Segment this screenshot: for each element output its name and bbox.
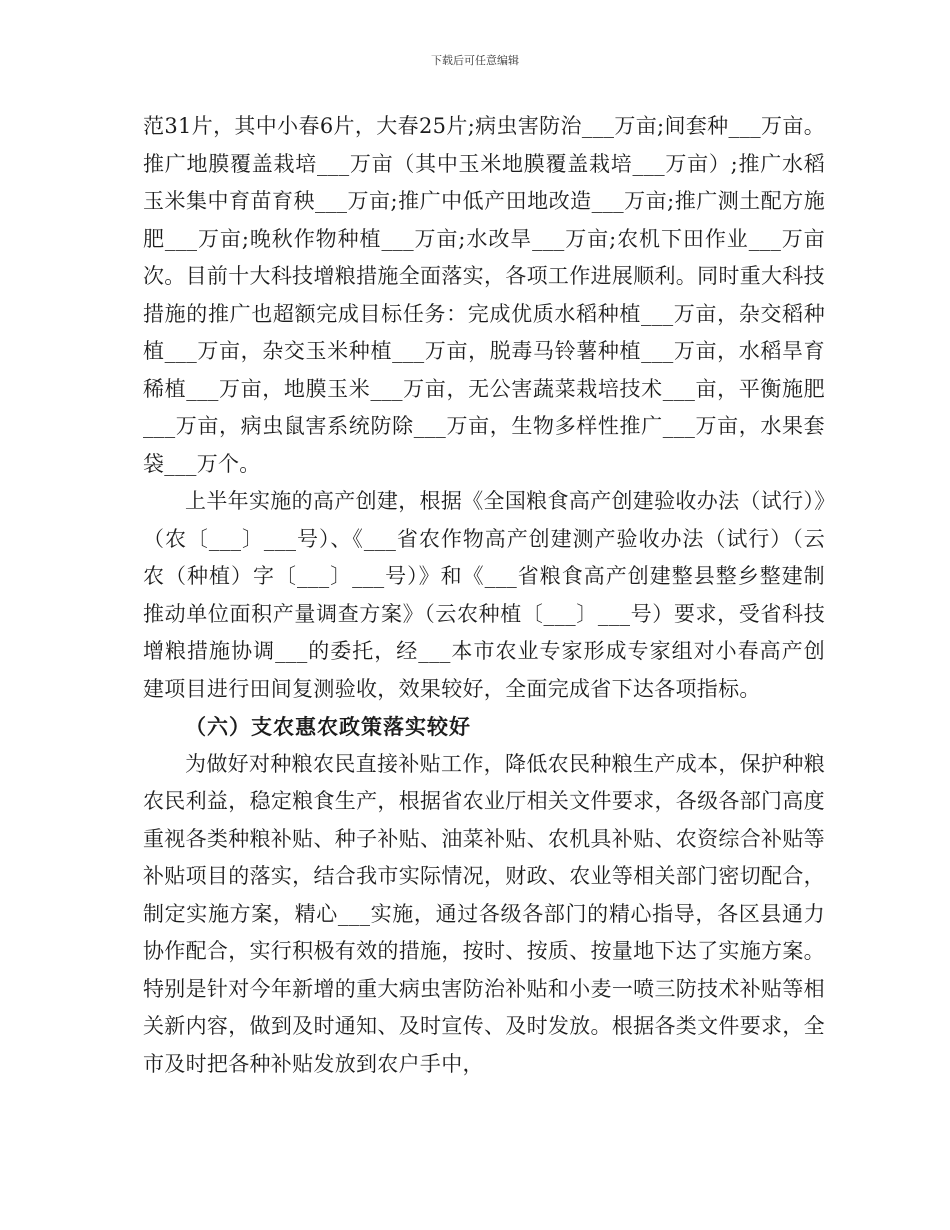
paragraph-crop-technology: 范31片，其中小春6片，大春25片;病虫害防治___万亩;间套种___万亩。推广地膜覆盖栽培___万亩（其中玉米地膜覆盖栽培___万亩）;推广水稻玉米集中育苗育秧___万亩;推广中低产田地改造___万亩;推广测土配方施肥___万亩;晚秋作物种植___万亩;水改旱___万亩;农机下田作业___万亩次。目前十大科技增粮措施全面落实，各项工作进展顺利。同时重大科技措施的推广也超额完成目标任务：完成优质水稻种植___万亩，杂交稻种植___万亩，杂交玉米种植___万亩，脱毒马铃薯种植___万亩，水稻旱育稀植___万亩，地膜玉米___万亩，无公害蔬菜栽培技术___亩，平衡施肥___万亩，病虫鼠害系统防除___万亩，生物多样性推广___万亩，水果套袋___万个。 (143, 114, 825, 476)
document-body (143, 108, 825, 1083)
page-header-note: 下载后可任意编辑 (431, 54, 519, 67)
paragraph-subsidy: 为做好对种粮农民直接补贴工作，降低农民种粮生产成本，保护种粮农民利益，稳定粮食生产，根据省农业厅相关文件要求，各级各部门高度重视各类种粮补贴、种子补贴、油菜补贴、农机具补贴、农资综合补贴等补贴项目的落实，结合我市实际情况，财政、农业等相关部门密切配合，制定实施方案，精心___实施，通过各级各部门的精心指导，各区县通力协作配合，实行积极有效的措施，按时、按质、按量地下达了实施方案。特别是针对今年新增的重大病虫害防治补贴和小麦一喷三防技术补贴等相关新内容，做到及时通知、及时宣传、及时发放。根据各类文件要求，全市及时把各种补贴发放到农户手中， (143, 751, 825, 1076)
paragraph-high-yield: 上半年实施的高产创建，根据《全国粮食高产创建验收办法（试行）》（农〔___〕___号）、《___省农作物高产创建测产验收办法（试行）（云农（种植）字〔___〕___号）》和《___省粮食高产创建整县整乡整建制推动单位面积产量调查方案》（云农种植〔___〕___号）要求，受省科技增粮措施协调___的委托，经___本市农业专家形成专家组对小春高产创建项目进行田间复测验收，效果较好，全面完成省下达各项指标。 (143, 489, 825, 701)
section-heading-6: （六）支农惠农政策落实较好 (185, 714, 471, 739)
